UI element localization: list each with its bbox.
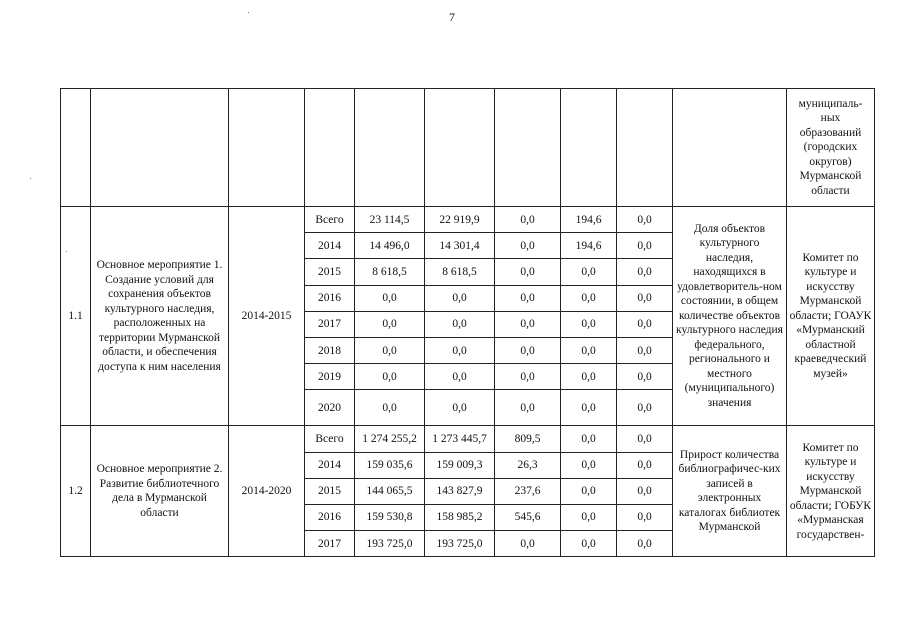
funding-value: 0,0 <box>561 452 617 478</box>
year-label: 2019 <box>305 364 355 390</box>
empty-cell <box>425 89 495 207</box>
year-label: 2017 <box>305 531 355 557</box>
funding-value: 26,3 <box>495 452 561 478</box>
empty-cell <box>229 89 305 207</box>
funding-value: 8 618,5 <box>425 259 495 285</box>
year-label: 2015 <box>305 259 355 285</box>
empty-cell <box>495 89 561 207</box>
funding-value: 0,0 <box>495 233 561 259</box>
year-label: 2016 <box>305 504 355 530</box>
funding-value: 14 301,4 <box>425 233 495 259</box>
funding-value: 0,0 <box>561 285 617 311</box>
funding-value: 0,0 <box>355 337 425 363</box>
empty-cell <box>91 89 229 207</box>
year-label: 2020 <box>305 390 355 426</box>
funding-value: 0,0 <box>617 426 673 452</box>
implementation-period: 2014-2015 <box>229 207 305 426</box>
funding-value: 1 274 255,2 <box>355 426 425 452</box>
funding-value: 0,0 <box>561 390 617 426</box>
empty-cell <box>617 89 673 207</box>
funding-value: 159 035,6 <box>355 452 425 478</box>
funding-value: 22 919,9 <box>425 207 495 233</box>
funding-value: 193 725,0 <box>355 531 425 557</box>
year-label: 2015 <box>305 478 355 504</box>
year-label: 2018 <box>305 337 355 363</box>
funding-value: 237,6 <box>495 478 561 504</box>
funding-value: 0,0 <box>617 478 673 504</box>
funding-value: 809,5 <box>495 426 561 452</box>
year-label: 2017 <box>305 311 355 337</box>
funding-value: 0,0 <box>617 531 673 557</box>
continuation-row <box>61 89 875 207</box>
funding-value: 0,0 <box>495 207 561 233</box>
funding-value: 0,0 <box>355 311 425 337</box>
empty-cell <box>305 89 355 207</box>
responsible-organization: муниципаль- ных образований (городских округов) Мурманской области <box>787 89 875 207</box>
funding-value: 0,0 <box>495 390 561 426</box>
funding-value: 158 985,2 <box>425 504 495 530</box>
funding-value: 143 827,9 <box>425 478 495 504</box>
funding-value: 0,0 <box>617 337 673 363</box>
funding-value: 0,0 <box>617 207 673 233</box>
program-budget-table <box>60 88 875 557</box>
activity-description: Основное мероприятие 2. Развитие библиотечного дела в Мурманской области <box>91 426 229 557</box>
funding-value: 0,0 <box>495 364 561 390</box>
funding-value: 0,0 <box>495 531 561 557</box>
funding-value: 0,0 <box>561 259 617 285</box>
year-label: Всего <box>305 426 355 452</box>
funding-value: 0,0 <box>425 337 495 363</box>
activity-index: 1.2 <box>61 426 91 557</box>
funding-value: 194,6 <box>561 233 617 259</box>
funding-value: 0,0 <box>561 364 617 390</box>
funding-value: 14 496,0 <box>355 233 425 259</box>
target-indicator: Доля объектов культурного наследия, находящихся в удовлетворитель-ном состоянии, в общем количестве объектов культурного наследия федерального, регионального и местного (муниципального) значения <box>673 207 787 426</box>
scan-speck <box>248 12 249 13</box>
year-label: 2016 <box>305 285 355 311</box>
scan-speck <box>30 178 31 179</box>
year-row <box>61 426 875 452</box>
funding-value: 0,0 <box>425 364 495 390</box>
funding-value: 0,0 <box>495 259 561 285</box>
implementation-period: 2014-2020 <box>229 426 305 557</box>
funding-value: 193 725,0 <box>425 531 495 557</box>
funding-value: 0,0 <box>617 311 673 337</box>
funding-value: 194,6 <box>561 207 617 233</box>
funding-value: 0,0 <box>561 311 617 337</box>
funding-value: 0,0 <box>617 259 673 285</box>
funding-value: 0,0 <box>425 311 495 337</box>
activity-index: 1.1 <box>61 207 91 426</box>
funding-value: 0,0 <box>495 337 561 363</box>
funding-value: 0,0 <box>617 390 673 426</box>
funding-value: 0,0 <box>495 311 561 337</box>
funding-value: 144 065,5 <box>355 478 425 504</box>
responsible-organization: Комитет по культуре и искусству Мурманской области; ГОАУК «Мурманский областной краеведческий музей» <box>787 207 875 426</box>
funding-value: 1 273 445,7 <box>425 426 495 452</box>
empty-cell <box>61 89 91 207</box>
funding-value: 8 618,5 <box>355 259 425 285</box>
funding-value: 0,0 <box>617 452 673 478</box>
responsible-organization: Комитет по культуре и искусству Мурманской области; ГОБУК «Мурманская государствен- <box>787 426 875 557</box>
funding-value: 0,0 <box>561 478 617 504</box>
empty-cell <box>561 89 617 207</box>
funding-value: 0,0 <box>355 285 425 311</box>
empty-cell <box>355 89 425 207</box>
year-label: 2014 <box>305 452 355 478</box>
funding-value: 159 009,3 <box>425 452 495 478</box>
funding-value: 0,0 <box>355 364 425 390</box>
funding-value: 0,0 <box>355 390 425 426</box>
funding-value: 23 114,5 <box>355 207 425 233</box>
funding-value: 0,0 <box>425 285 495 311</box>
funding-value: 0,0 <box>425 390 495 426</box>
funding-value: 159 530,8 <box>355 504 425 530</box>
funding-value: 0,0 <box>561 504 617 530</box>
funding-value: 0,0 <box>617 233 673 259</box>
funding-value: 0,0 <box>495 285 561 311</box>
funding-value: 0,0 <box>561 426 617 452</box>
funding-value: 0,0 <box>561 337 617 363</box>
year-row <box>61 207 875 233</box>
funding-value: 545,6 <box>495 504 561 530</box>
empty-cell <box>673 89 787 207</box>
funding-value: 0,0 <box>617 285 673 311</box>
year-label: 2014 <box>305 233 355 259</box>
year-label: Всего <box>305 207 355 233</box>
funding-value: 0,0 <box>617 364 673 390</box>
target-indicator: Прирост количества библиографичес-ких записей в электронных каталогах библиотек Мурманской <box>673 426 787 557</box>
page-number: 7 <box>449 10 455 24</box>
activity-description: Основное мероприятие 1. Создание условий для сохранения объектов культурного наследия, расположенных на территории Мурманской области, и обеспечения доступа к ним населения <box>91 207 229 426</box>
funding-value: 0,0 <box>617 504 673 530</box>
funding-value: 0,0 <box>561 531 617 557</box>
